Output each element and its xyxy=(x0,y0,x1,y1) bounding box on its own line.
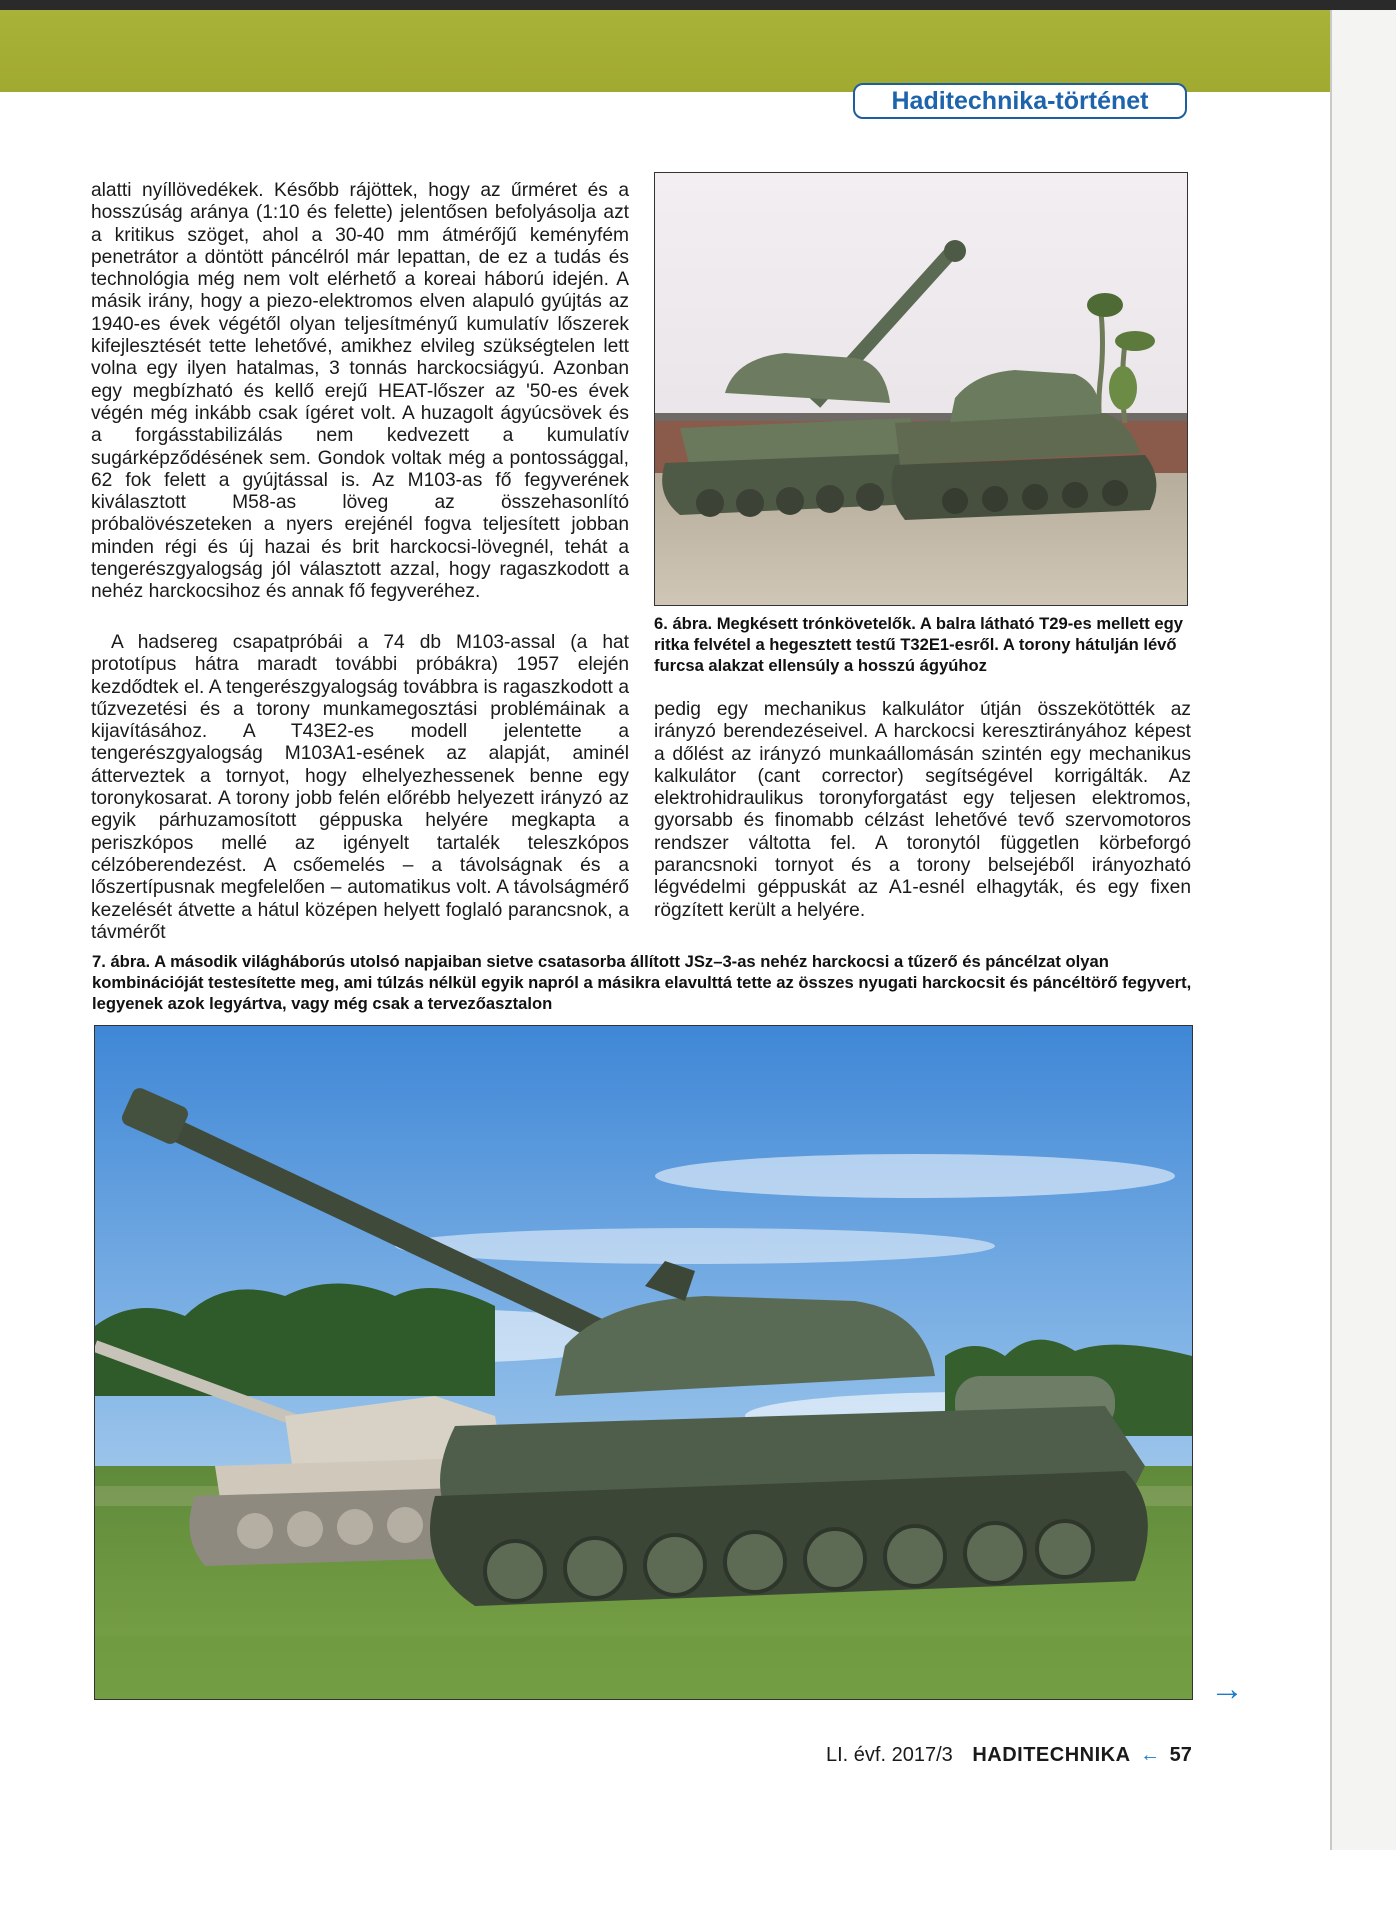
header-band xyxy=(0,10,1330,92)
article-right-column xyxy=(654,699,1191,922)
figure-7-photo xyxy=(94,1025,1193,1700)
article-paragraph: alatti nyíllövedékek. Később rájöttek, hogy az űrméret és a hosszúság aránya (1:10 és felette) jelentősen befolyásolja azt a kritikus szöget, ahol a 30-40 mm átmérőjű keményfém penetrátor a döntött páncélról már lepattan, de ez a tudás és technológia még nem volt elérhető a koreai háború idején. A másik irány, hogy a piezo-elektromos elven alapuló gyújtás az 1940-es évek végétől olyan teljesítményű kumulatív lőszerek kifejlesztését tette lehetővé, amikhez elvileg szükségtelen lett volna egy ilyen hatalmas, 3 tonnás harckocsiágyú. Azonban egy megbízható és kellő erejű HEAT-lőszer az '50-es évek végén még inkább csak ígéret volt. A huzagolt ágyúcsövek és a forgásstabilizálás nem kedvezett a kumulatív sugárképződésének sem. Gondok voltak még a pontossággal, 62 fok felett a gyújtással is. Az M103-as fő fegyverének kiválasztott M58-as löveg az összehasonlító próbalövészeteken a nyers erejénél fogva teljesített jobban minden régi és új hazai és brit harckocsi-lövegnél, tehát a tengerészgyalogság jól választott azzal, hogy ragaszkodott a nehéz harckocsihoz és annak fő fegyveréhez. xyxy=(91,180,629,603)
section-title: Haditechnika-történet xyxy=(853,83,1187,119)
article-left-column-bottom xyxy=(91,632,629,944)
js3-tank-image xyxy=(95,1026,1192,1699)
page-edge xyxy=(1330,10,1396,1850)
figure-6-caption: 6. ábra. Megkésett trónkövetelők. A balra látható T29-es mellett egy ritka felvétel a hegesztett testű T32E1-esről. A torony hátulján lévő furcsa alakzat ellensúly a hosszú ágyúhoz xyxy=(654,614,1184,675)
page-number: 57 xyxy=(1169,1744,1192,1766)
figure-6-photo xyxy=(654,172,1188,606)
page-edge-line xyxy=(1330,10,1332,1850)
next-page-arrow-icon: → xyxy=(1210,1670,1244,1708)
scan-border-bottom xyxy=(0,1850,1396,1920)
magazine-name: HADITECHNIKA xyxy=(972,1744,1131,1766)
article-paragraph: A hadsereg csapatpróbái a 74 db M103-assal (a hat prototípus hátra maradt további próbákra) 1957 elején kezdődtek el. A tengerészgyalogság továbbra is ragaszkodott a tűzvezetési és a torony munkamegosztási problémáinak a kijavításához. A T43E2-es modell jelentette a tengerészgyalogság M103A1-esének az alapját, aminél átterveztek a tornyot, hogy elhelyezhessenek benne egy toronykosarat. A torony jobb felén előrébb helyezett irányzó az egyik párhuzamosított géppuska helyére megkapta a periszkópos mellé az igényelt tartalék teleszkópos célzóberendezést. A csőemelés – a távolságnak és a lőszertípusnak megfelelően – automatikus volt. A távolságmérő kezelését átvette a hátul középen helyett foglaló parancsnok, a távmérőt xyxy=(91,632,629,943)
article-paragraph: pedig egy mechanikus kalkulátor útján összekötötték az irányzó berendezéseivel. A harckocsi keresztirányához képest a dőlést az irányzó munkaállomásán szintén egy mechanikus kalkulátor (cant corrector) segítségével korrigálták. Az elektrohidraulikus toronyforgatást egy teljesen elektromos, gyorsabb és finomabb célzást lehetővé tevő szervomotoros rendszer váltotta fel. A toronytól független körbeforgó parancsnoki tornyot és a torony belsejéből irányozható légvédelmi géppuskát az A1-esnél elhagyták, és egy fixen rögzített került a helyére. xyxy=(654,699,1191,921)
issue-label: LI. évf. 2017/3 xyxy=(826,1744,953,1766)
back-arrow-icon: ← xyxy=(1140,1744,1161,1766)
tanks-t29-t32-image xyxy=(655,173,1187,605)
article-left-column-top xyxy=(91,180,629,604)
page-footer xyxy=(826,1744,1192,1767)
figure-7-caption: 7. ábra. A második világháborús utolsó napjaiban sietve csatasorba állított JSz–3-as nehéz harckocsi a tűzerő és páncélzat olyan kombinációját testesítette meg, ami túlzás nélkül egyik napról a másikra elavulttá tette az összes nyugati harckocsit és páncéltörő fegyvert, legyenek azok legyártva, vagy még csak a tervezőasztalon xyxy=(92,952,1192,1013)
